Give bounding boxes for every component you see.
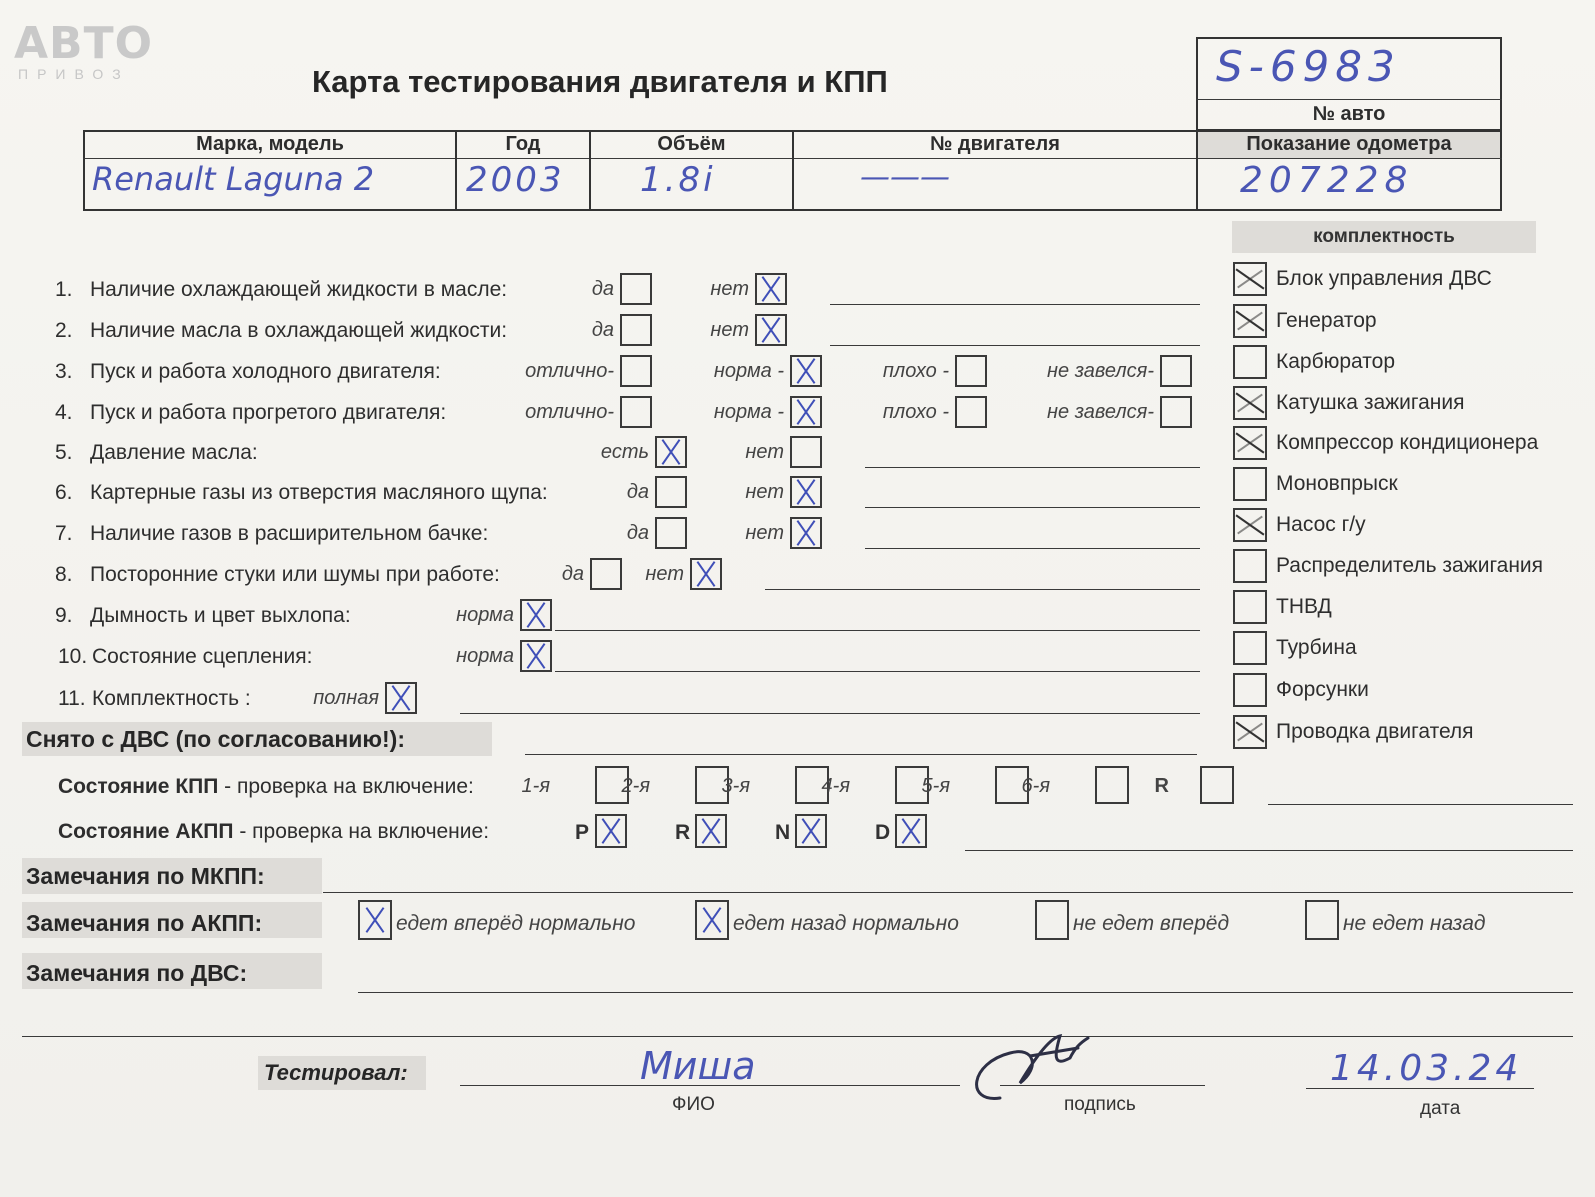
model-value: Renault Laguna 2 — [92, 160, 375, 198]
remarks-dvs-label: Замечания по ДВС: — [26, 960, 248, 986]
auto-number-value: S-6983 — [1216, 42, 1401, 91]
option-label: нет — [710, 319, 749, 341]
gear-checkbox[interactable] — [1200, 766, 1234, 804]
kit-item-label: Моновпрыск — [1276, 472, 1398, 495]
logo-sub-text: ПРИВОЗ — [18, 66, 130, 82]
kit-item-label: Катушка зажигания — [1276, 391, 1465, 414]
akpp-mode-label: R — [675, 821, 691, 844]
option-checkbox[interactable] — [790, 476, 822, 508]
question-text: Состояние сцепления: — [92, 645, 313, 668]
odometer-value: 207228 — [1240, 160, 1414, 201]
answer-line[interactable] — [865, 548, 1200, 549]
option-checkbox[interactable] — [790, 355, 822, 387]
option-label: не завелся- — [1047, 401, 1154, 423]
option-checkbox[interactable] — [755, 273, 787, 305]
kpp-label-rest: - проверка на включение: — [218, 775, 474, 798]
option-label: да — [561, 563, 584, 585]
kit-item-label: ТНВД — [1276, 595, 1332, 618]
kit-checkbox[interactable] — [1233, 262, 1267, 296]
akpp-mode-label: N — [775, 821, 791, 844]
option-checkbox[interactable] — [955, 396, 987, 428]
option-checkbox[interactable] — [790, 436, 822, 468]
gear-label: R — [1154, 775, 1169, 797]
option-label: да — [591, 278, 614, 300]
header-col-model: Марка, модель — [196, 133, 344, 155]
option-label: не завелся- — [1047, 360, 1154, 382]
option-checkbox[interactable] — [620, 273, 652, 305]
date-label: дата — [1420, 1098, 1461, 1119]
akpp-remark-label: не едет назад — [1343, 912, 1486, 935]
akpp-mode-label: P — [575, 821, 590, 844]
kpp-line[interactable] — [1268, 804, 1573, 805]
akpp-label-bold: Состояние АКПП — [58, 820, 234, 843]
kit-checkbox[interactable] — [1233, 549, 1267, 583]
akpp-remark-label: не едет вперёд — [1073, 912, 1230, 935]
remarks-dvs-line-2[interactable] — [22, 1036, 1573, 1037]
date-value: 14.03.24 — [1330, 1048, 1523, 1089]
volume-value: 1.8i — [640, 160, 716, 200]
kit-item-label: Блок управления ДВС — [1276, 267, 1492, 290]
option-label: норма — [456, 604, 514, 626]
remarks-mkpp-line[interactable] — [323, 892, 1573, 893]
option-label: нет — [745, 481, 784, 503]
answer-line[interactable] — [865, 507, 1200, 508]
kit-checkbox[interactable] — [1233, 715, 1267, 749]
answer-line[interactable] — [865, 467, 1200, 468]
option-checkbox[interactable] — [1160, 396, 1192, 428]
kpp-label — [58, 775, 474, 799]
answer-line[interactable] — [555, 671, 1200, 672]
option-checkbox[interactable] — [520, 640, 552, 672]
akpp-line[interactable] — [965, 850, 1573, 851]
remarks-akpp-label: Замечания по АКПП: — [26, 910, 263, 936]
question-number: 10. — [58, 645, 88, 668]
option-label: норма — [456, 645, 514, 667]
option-checkbox[interactable] — [385, 682, 417, 714]
fio-label: ФИО — [672, 1094, 715, 1115]
kit-checkbox[interactable] — [1233, 345, 1267, 379]
gear-label: 3-я — [721, 775, 750, 797]
question-text: Давление масла: — [90, 441, 258, 464]
logo — [14, 18, 154, 88]
question-number: 2. — [55, 319, 73, 342]
kit-item-label: Турбина — [1276, 636, 1357, 659]
akpp-label-rest: - проверка на включение: — [233, 820, 490, 843]
kit-checkbox[interactable] — [1233, 467, 1267, 501]
kit-checkbox[interactable] — [1233, 304, 1267, 338]
header-col-volume: Объём — [657, 133, 726, 155]
tested-by-label: Тестировал: — [264, 1060, 408, 1085]
akpp-mode-checkbox[interactable] — [895, 814, 927, 848]
kit-checkbox[interactable] — [1233, 673, 1267, 707]
answer-line[interactable] — [460, 713, 1200, 714]
gear-label: 4-я — [821, 775, 850, 797]
akpp-remark-checkbox[interactable] — [1035, 900, 1069, 940]
akpp-remark-label: едет вперёд нормально — [396, 912, 636, 935]
question-number: 3. — [55, 360, 73, 383]
akpp-mode-checkbox[interactable] — [595, 814, 627, 848]
kit-item-label: Форсунки — [1276, 678, 1369, 701]
option-checkbox[interactable] — [655, 476, 687, 508]
akpp-mode-checkbox[interactable] — [795, 814, 827, 848]
remarks-mkpp-label: Замечания по МКПП: — [26, 863, 265, 889]
page-title: Карта тестирования двигателя и КПП — [312, 64, 888, 99]
option-checkbox[interactable] — [755, 314, 787, 346]
option-label: плохо - — [882, 360, 949, 382]
option-label: плохо - — [882, 401, 949, 423]
question-text: Наличие масла в охлаждающей жидкости: — [90, 319, 508, 342]
option-label: норма - — [713, 360, 784, 382]
sign-label: подпись — [1064, 1094, 1136, 1115]
auto-number-divider — [1196, 99, 1502, 100]
question-number: 7. — [55, 522, 73, 545]
option-label: да — [626, 481, 649, 503]
answer-line[interactable] — [765, 589, 1200, 590]
option-label: норма - — [713, 401, 784, 423]
option-checkbox[interactable] — [790, 517, 822, 549]
kpp-label-bold: Состояние КПП — [58, 775, 219, 798]
removed-line[interactable] — [525, 754, 1197, 755]
question-text: Посторонние стуки или шумы при работе: — [90, 563, 500, 586]
option-checkbox[interactable] — [690, 558, 722, 590]
gear-label: 5-я — [921, 775, 950, 797]
option-checkbox[interactable] — [955, 355, 987, 387]
answer-line[interactable] — [555, 630, 1200, 631]
kit-item-label: Компрессор кондиционера — [1276, 431, 1539, 454]
engine-no-value: ——— — [860, 160, 950, 195]
logo-main-text: АВТО — [14, 18, 154, 69]
question-text: Наличие газов в расширительном бачке: — [90, 522, 489, 545]
option-checkbox[interactable] — [790, 396, 822, 428]
question-number: 9. — [55, 604, 73, 627]
option-checkbox[interactable] — [620, 314, 652, 346]
kit-checkbox[interactable] — [1233, 590, 1267, 624]
akpp-remark-checkbox[interactable] — [695, 900, 729, 940]
question-text: Пуск и работа прогретого двигателя: — [90, 401, 447, 424]
kit-item-label: Карбюратор — [1276, 350, 1396, 373]
date-line[interactable] — [1306, 1088, 1534, 1089]
option-checkbox[interactable] — [520, 599, 552, 631]
option-checkbox[interactable] — [655, 517, 687, 549]
option-label: нет — [645, 563, 684, 585]
remarks-dvs-line[interactable] — [358, 992, 1573, 993]
question-text: Наличие охлаждающей жидкости в масле: — [90, 278, 508, 301]
akpp-remark-checkbox[interactable] — [358, 900, 392, 940]
answer-line[interactable] — [830, 304, 1200, 305]
header-col-year: Год — [505, 133, 541, 155]
question-text: Дымность и цвет выхлопа: — [90, 604, 351, 627]
option-label: нет — [710, 278, 749, 300]
removed-label: Снято с ДВС (по согласованию!): — [26, 726, 405, 752]
kit-item-label: Распределитель зажигания — [1276, 554, 1544, 577]
akpp-mode-label: D — [875, 821, 891, 844]
option-label: нет — [745, 522, 784, 544]
kit-title: комплектность — [1313, 226, 1455, 247]
option-checkbox[interactable] — [620, 355, 652, 387]
auto-number-label: № авто — [1312, 103, 1386, 125]
option-label: есть — [600, 441, 649, 463]
kit-checkbox[interactable] — [1233, 386, 1267, 420]
kit-item-label: Насос г/у — [1276, 513, 1366, 536]
gear-label: 6-я — [1021, 775, 1050, 797]
question-number: 1. — [55, 278, 73, 301]
question-number: 5. — [55, 441, 73, 464]
akpp-remark-label: едет назад нормально — [733, 912, 959, 935]
question-text: Пуск и работа холодного двигателя: — [90, 360, 441, 383]
option-label: да — [591, 319, 614, 341]
question-text: Картерные газы из отверстия масляного щупа: — [90, 481, 548, 504]
question-number: 11. — [58, 687, 86, 710]
gear-checkbox[interactable] — [1095, 766, 1129, 804]
kit-item-label: Генератор — [1276, 309, 1377, 332]
akpp-remark-checkbox[interactable] — [1305, 900, 1339, 940]
akpp-label — [58, 820, 489, 844]
kit-checkbox[interactable] — [1233, 426, 1267, 460]
option-checkbox[interactable] — [1160, 355, 1192, 387]
option-label: да — [626, 522, 649, 544]
question-number: 8. — [55, 563, 73, 586]
option-label: полная — [313, 687, 379, 709]
option-label: отлично- — [525, 401, 614, 423]
answer-line[interactable] — [830, 345, 1200, 346]
year-value: 2003 — [466, 160, 565, 200]
option-label: отлично- — [525, 360, 614, 382]
akpp-mode-checkbox[interactable] — [695, 814, 727, 848]
header-col-odometer: Показание одометра — [1246, 133, 1452, 155]
sign-line[interactable] — [1000, 1085, 1205, 1086]
kit-checkbox[interactable] — [1233, 631, 1267, 665]
gear-label: 1-я — [521, 775, 550, 797]
kit-item-label: Проводка двигателя — [1276, 720, 1474, 743]
question-text: Комплектность : — [92, 687, 251, 710]
option-label: нет — [745, 441, 784, 463]
question-number: 4. — [55, 401, 73, 424]
gear-label: 2-я — [621, 775, 650, 797]
fio-value: Миша — [640, 1044, 756, 1088]
option-checkbox[interactable] — [655, 436, 687, 468]
option-checkbox[interactable] — [620, 396, 652, 428]
question-number: 6. — [55, 481, 73, 504]
kit-checkbox[interactable] — [1233, 508, 1267, 542]
header-col-engine-no: № двигателя — [930, 133, 1060, 155]
